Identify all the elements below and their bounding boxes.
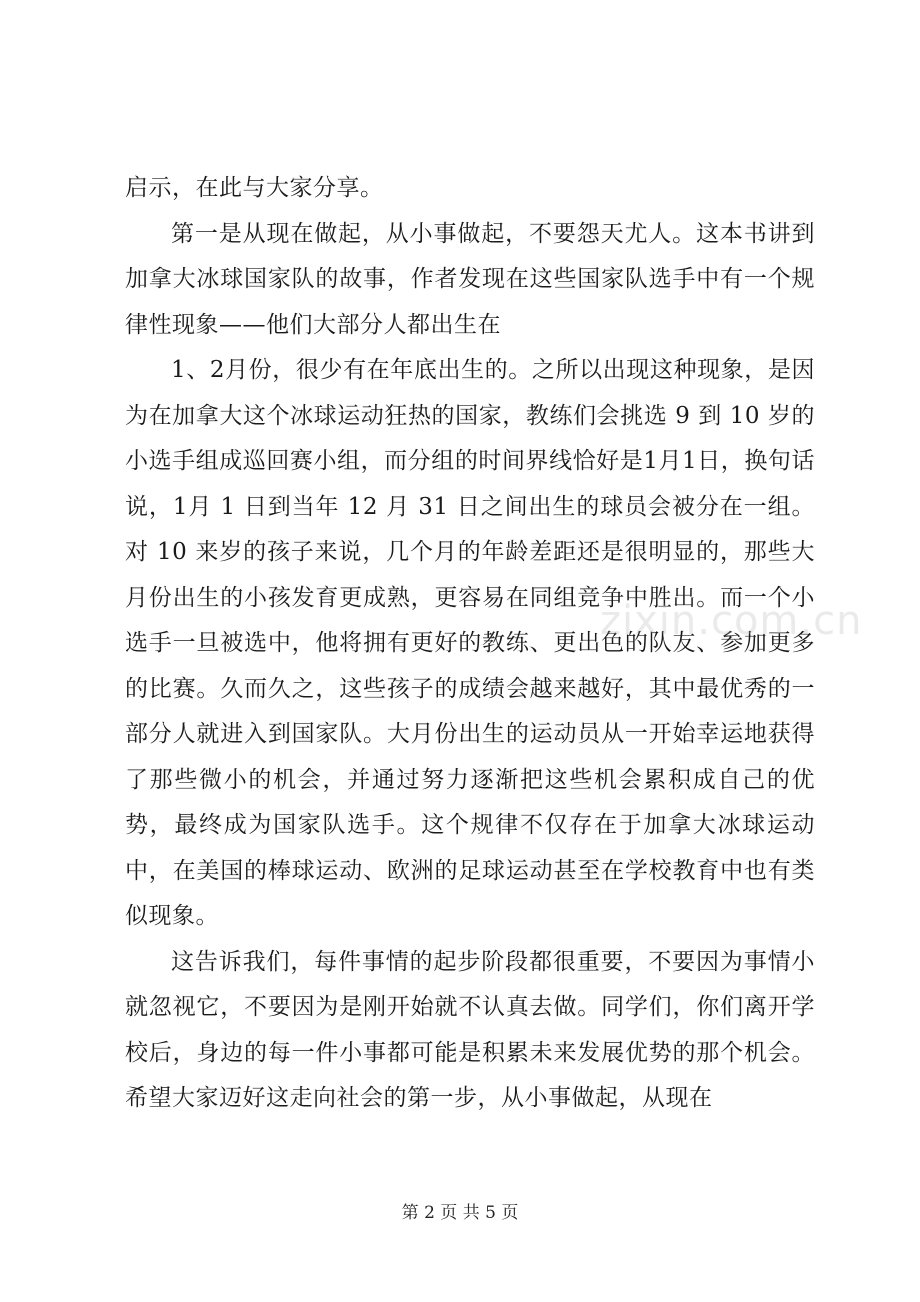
page-footer: 第 2 页 共 5 页: [401, 1203, 519, 1223]
watermark: zixin.com.cn: [600, 598, 863, 644]
paragraph-4: 这告诉我们，每件事情的起步阶段都很重要，不要因为事情小就忽视它，不要因为是刚开始就不认真去做。同学们，你们离开学校后，身边的每一件小事都可能是积累未来发展优势的那个机会。希望大家迈好这走向社会的第一步，从小事做起，从现在: [125, 948, 815, 1111]
paragraph-1: 启示，在此与大家分享。: [125, 175, 384, 201]
paragraph-2: 第一是从现在做起，从小事做起，不要怨天尤人。这本书讲到加拿大冰球国家队的故事，作者发现在这些国家队选手中有一个规律性现象——他们大部分人都出生在: [125, 220, 815, 338]
body-text: [125, 166, 815, 1122]
paragraph-3: 1、2月份，很少有在年底出生的。之所以出现这种现象，是因为在加拿大这个冰球运动狂热的国家，教练们会挑选 9 到 10 岁的小选手组成巡回赛小组，而分组的时间界线恰好是1月1日，换句话说，1月 1 日到当年 12 月 31 日之间出生的球员会被分在一组。对 10 来岁的孩子来说，几个月的年龄差距还是很明显的，那些大月份出生的小孩发育更成熟，更容易在同组竞争中胜出。而一个小选手一旦被选中，他将拥有更好的教练、更出色的队友、参加更多的比赛。久而久之，这些孩子的成绩会越来越好，其中最优秀的一部分人就进入到国家队。大月份出生的运动员从一开始幸运地获得了那些微小的机会，并通过努力逐渐把这些机会累积成自己的优势，最终成为国家队选手。这个规律不仅存在于加拿大冰球运动中，在美国的棒球运动、欧洲的足球运动甚至在学校教育中也有类似现象。: [125, 357, 815, 929]
